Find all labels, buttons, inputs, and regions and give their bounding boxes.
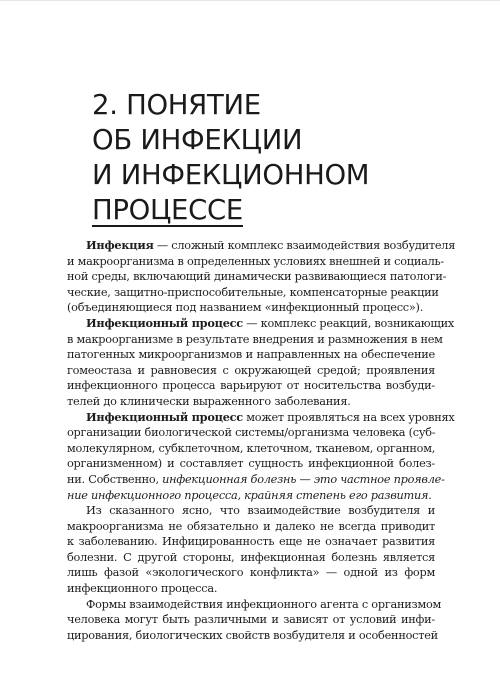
defined-term: Инфекция	[86, 238, 154, 252]
text-line	[67, 300, 435, 316]
text-line	[67, 519, 435, 535]
paragraph	[67, 409, 455, 504]
paragraph	[67, 597, 442, 644]
text-line	[67, 565, 435, 581]
line-text: ни. Собственно,	[67, 472, 163, 486]
paragraph	[67, 315, 455, 410]
line-text: организации биологической системы/организма человека (суб-	[67, 426, 436, 440]
line-text: лишь фазой «экологического конфликта» — одной из форм	[67, 566, 435, 580]
text-line	[67, 628, 438, 644]
text-line	[67, 441, 435, 457]
line-text: гомеостаза и равновесия с окружающей средой; проявления	[67, 363, 435, 377]
defined-term: Инфекционный процесс	[86, 409, 243, 424]
chapter-title	[92, 88, 369, 228]
line-text: Из сказанного ясно, что взаимодействие возбудителя и	[86, 504, 435, 518]
line-text: к заболеванию. Инфицированность еще не означает развития	[67, 535, 435, 549]
text-line	[67, 254, 444, 270]
text-line	[67, 285, 439, 301]
text-line	[67, 394, 435, 410]
text-line	[67, 363, 435, 379]
paragraph	[67, 503, 435, 597]
line-text: инфекционного процесса.	[67, 582, 218, 596]
chapter-title-line: 2. ПОНЯТИЕ	[92, 89, 261, 121]
text-line	[67, 409, 455, 426]
line-text: (объединяющиеся под названием «инфекционный процесс»).	[67, 301, 424, 315]
line-text: патогенных микроорганизмов и направленных на обеспечение	[67, 348, 435, 362]
line-text: Формы взаимодействия инфекционного агента с организмом	[86, 597, 442, 611]
text-line	[67, 238, 456, 254]
text-line	[67, 503, 435, 519]
chapter-title-line: ОБ ИНФЕКЦИИ	[92, 124, 303, 156]
line-text: и макроорганизма в определенных условиях внешней и социаль-	[67, 254, 444, 268]
chapter-title-line: И ИНФЕКЦИОННОМ	[92, 159, 370, 191]
text-line	[67, 612, 435, 628]
text-line	[67, 332, 443, 348]
line-text: болезни. С другой стороны, инфекционная болезнь является	[67, 550, 435, 564]
line-text: ческие, защитно-приспособительные, компенсаторные реакции	[67, 285, 439, 299]
line-text: — сложный комплекс взаимодействия возбудителя	[153, 239, 456, 252]
line-text: макроорганизма не обязательно и далеко не всегда приводит	[67, 519, 435, 533]
text-line	[67, 581, 435, 597]
body-text	[67, 238, 456, 643]
line-text: может проявляться на всех уровнях	[242, 410, 455, 424]
line-text: ной среды, включающий динамически развивающиеся патологи-	[67, 270, 447, 284]
text-line	[67, 378, 435, 394]
chapter-title-underlined-word: ПРОЦЕССЕ	[92, 194, 244, 226]
line-text: человека могут быть различными и зависят от условий инфи-	[67, 613, 435, 627]
text-line	[67, 269, 447, 285]
line-text: телей до клинически выраженного заболевания.	[67, 394, 351, 408]
text-line	[67, 315, 455, 332]
text-line	[67, 456, 435, 472]
line-text: цирования, биологических свойств возбудителя и особенностей	[67, 628, 438, 642]
line-text: инфекционного процесса варьируют от носительства возбуди-	[67, 379, 435, 393]
line-text: организменном) и составляет сущность инфекционной болез-	[67, 457, 435, 471]
paragraph	[67, 238, 456, 316]
defined-term: Инфекционный процесс	[86, 315, 243, 330]
line-text: .	[428, 488, 432, 502]
text-line	[67, 472, 445, 488]
emphasized-text: инфекционная болезнь — это частное проявле-	[162, 472, 445, 486]
text-line	[67, 425, 435, 441]
chapter-title-line-wrap	[92, 193, 369, 228]
emphasized-text: ние инфекционного процесса, крайняя степень его развития	[67, 488, 429, 502]
text-line	[67, 550, 435, 566]
line-text: в макроорганизме в результате внедрения и размножения в нем	[67, 332, 443, 346]
text-line	[67, 347, 435, 363]
page-top-rule	[0, 0, 500, 1]
text-line	[67, 488, 435, 504]
line-text: молекулярном, субклеточном, клеточном, тканевом, органном,	[67, 441, 436, 455]
text-line	[67, 597, 442, 613]
text-line	[67, 534, 435, 550]
line-text: — комплекс реакций, возникающих	[242, 316, 455, 330]
